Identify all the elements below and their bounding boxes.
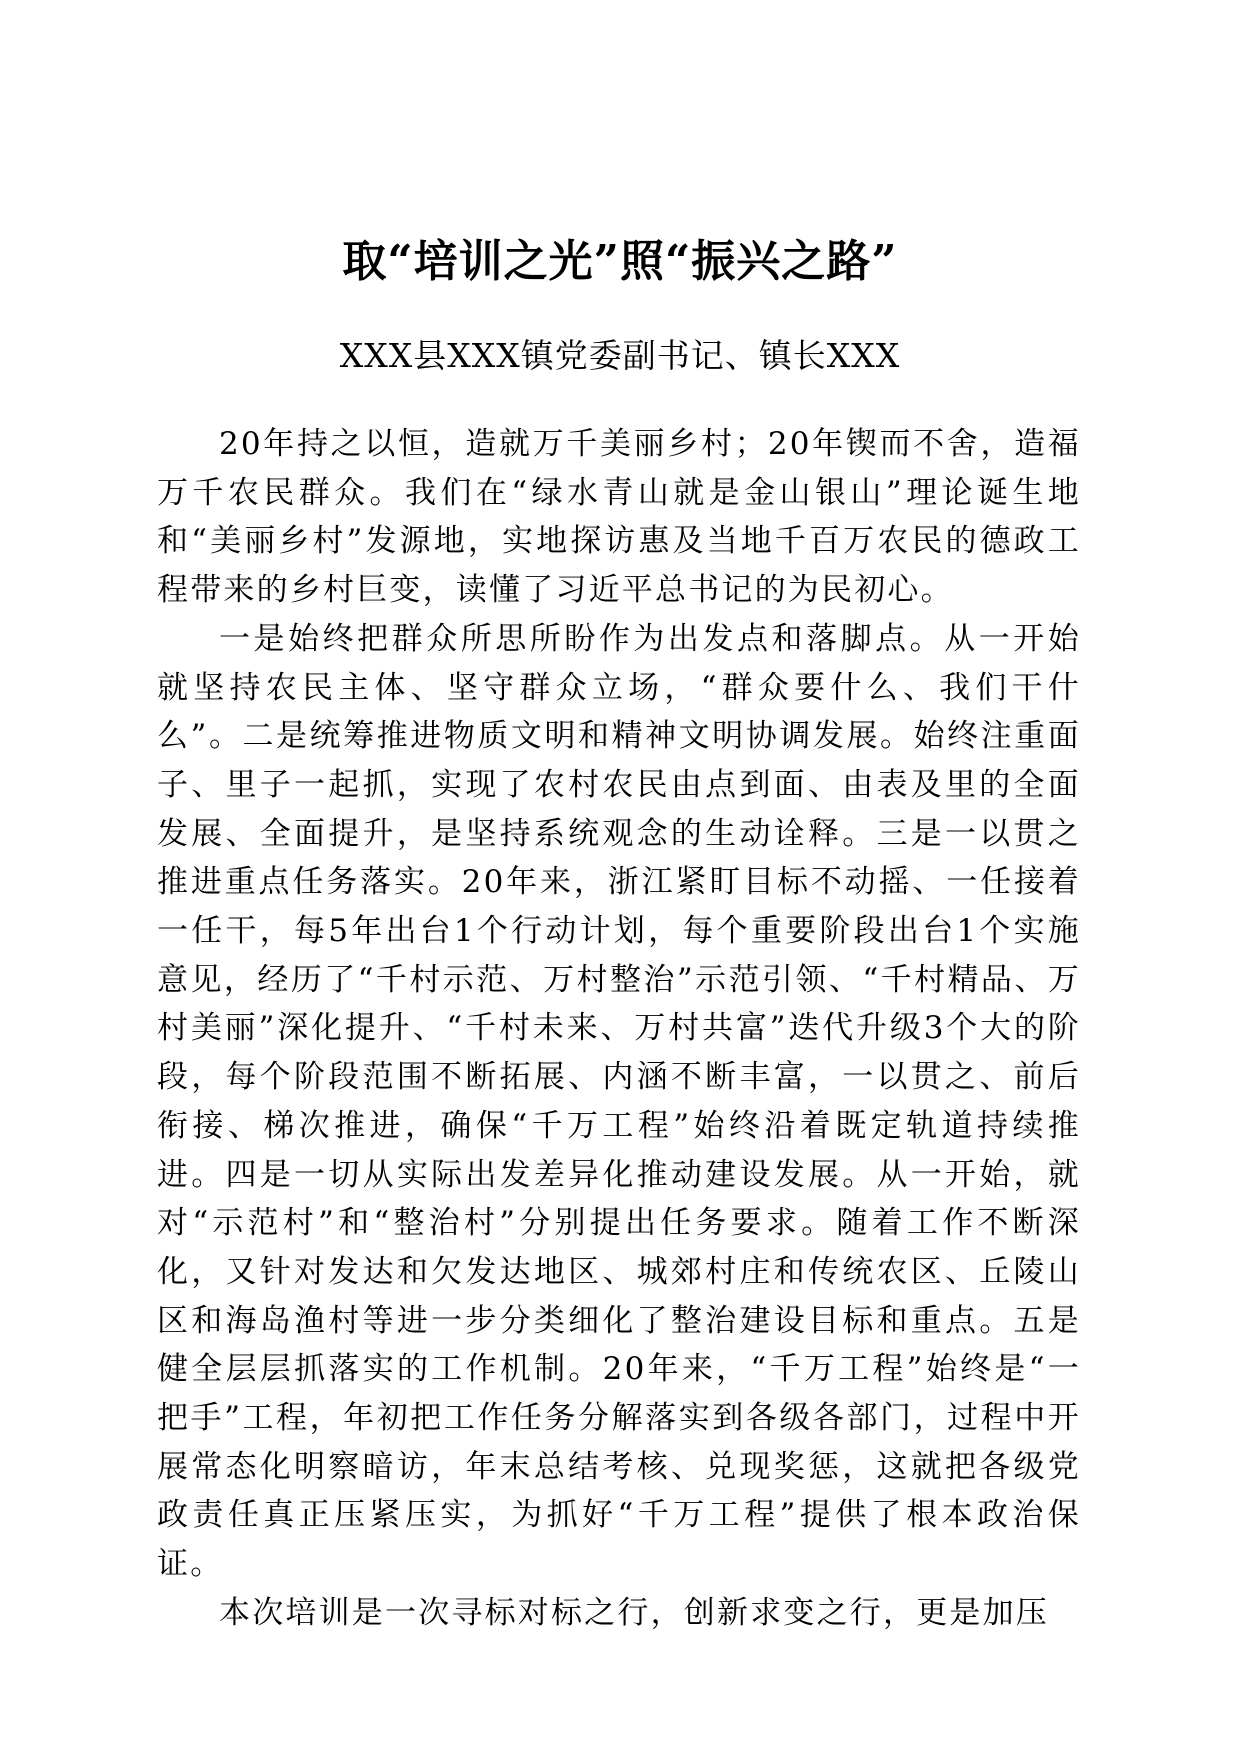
author-line: XXX县XXX镇党委副书记、镇长XXX — [339, 336, 901, 375]
paragraph-training: 本次培训是一次寻标对标之行，创新求变之行，更是加压 — [219, 1594, 1049, 1631]
paragraph-key-points: 一是始终把群众所思所盼作为出发点和落脚点。从一开始就坚持农民主体、坚守群众立场，“群众要什么、我们干什么”。二是统筹推进物质文明和精神文明协调发展。始终注重面子、里子一起抓，实现了农村农民由点到面、由表及里的全面发展、全面提升，是坚持系统观念的生动诠释。三是一以贯之推进重点任务落实。20年来，浙江紧盯目标不动摇、一任接着一任干，每5年出台1个行动计划，每个重要阶段出台1个实施意见，经历了“千村示范、万村整治”示范引领、“千村精品、万村美丽”深化提升、“千村未来、万村共富”迭代升级3个大的阶段，每个阶段范围不断拓展、内涵不断丰富，一以贯之、前后衔接、梯次推进，确保“千万工程”始终沿着既定轨道持续推进。四是一切从实际出发差异化推动建设发展。从一开始，就对“示范村”和“整治村”分别提出任务要求。随着工作不断深化，又针对发达和欠发达地区、城郊村庄和传统农区、丘陵山区和海岛渔村等进一步分类细化了整治建设目标和重点。五是健全层层抓落实的工作机制。20年来，“千万工程”始终是“一把手”工程，年初把工作任务分解落实到各级各部门，过程中开展常态化明察暗访，年末总结考核、兑现奖惩，这就把各级党政责任真正压紧压实，为抓好“千万工程”提供了根本政治保证。 — [157, 620, 1081, 1583]
body-text — [157, 420, 1081, 1638]
paragraph-intro: 20年持之以恒，造就万千美丽乡村；20年锲而不舍，造福万千农民群众。我们在“绿水青山就是金山银山”理论诞生地和“美丽乡村”发源地，实地探访惠及当地千百万农民的德政工程带来的乡村巨变，读懂了习近平总书记的为民初心。 — [157, 426, 1081, 609]
document-title: 取“培训之光”照“振兴之路” — [342, 236, 898, 287]
